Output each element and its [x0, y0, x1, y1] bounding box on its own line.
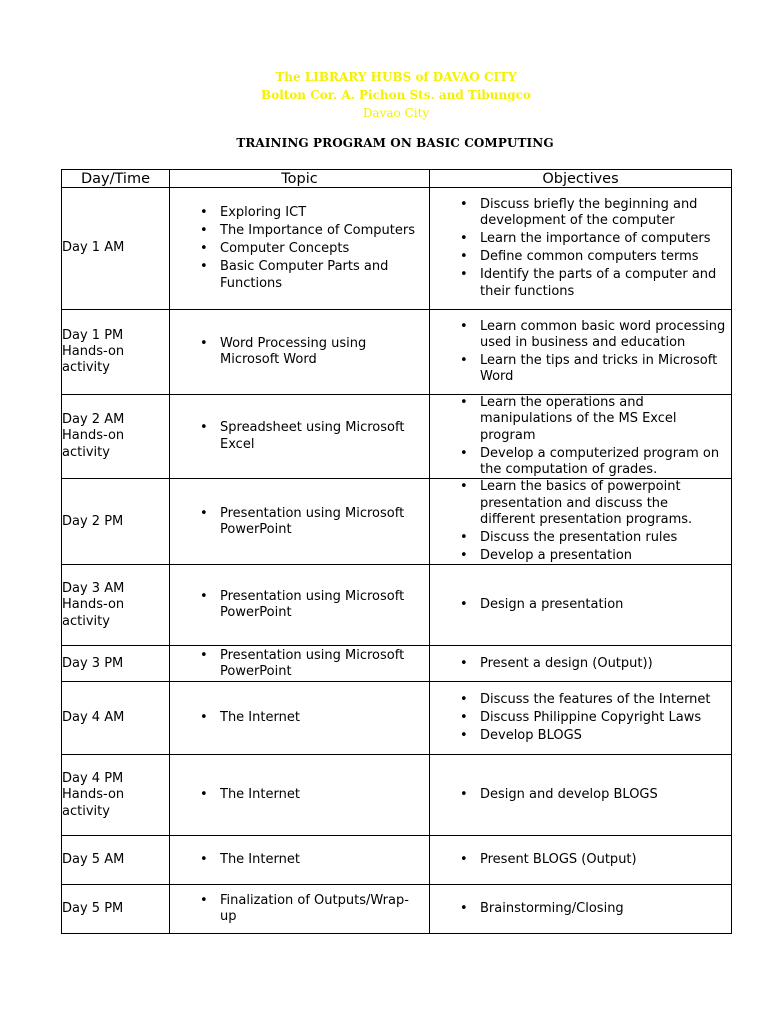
objectives-list — [430, 479, 731, 564]
topic-item: • The Internet — [170, 852, 429, 868]
topic-list — [170, 420, 429, 453]
table-row — [62, 755, 732, 836]
topic-item: • Basic Computer Parts and Functions — [170, 259, 429, 292]
topic-item: • Word Processing using Microsoft Word — [170, 336, 429, 369]
objectives-cell — [430, 565, 732, 646]
day-time-cell — [62, 479, 170, 565]
topic-cell — [170, 755, 430, 836]
schedule-table — [61, 169, 732, 934]
objective-item: • Discuss the features of the Internet — [430, 692, 731, 708]
topic-cell — [170, 310, 430, 395]
day-time-cell — [62, 885, 170, 934]
objectives-cell — [430, 188, 732, 310]
topic-item: • Spreadsheet using Microsoft Excel — [170, 420, 429, 453]
library-title: The LIBRARY HUBS of DAVAO CITY — [275, 70, 517, 84]
table-row — [62, 188, 732, 310]
objectives-list — [430, 197, 731, 300]
topic-list — [170, 852, 429, 868]
topic-list — [170, 648, 429, 681]
objectives-cell — [430, 479, 732, 565]
objective-item: • Design and develop BLOGS — [430, 787, 731, 803]
objectives-list — [430, 319, 731, 386]
document-header — [0, 68, 768, 122]
objectives-list — [430, 692, 731, 744]
library-city: Davao City — [362, 106, 430, 120]
header-objectives: Objectives — [430, 170, 732, 188]
objective-item: • Learn common basic word processing used in business and education — [430, 319, 731, 352]
topic-list — [170, 893, 429, 926]
objective-item: • Develop a computerized program on the computation of grades. — [430, 446, 731, 479]
objective-item: • Discuss briefly the beginning and development of the computer — [430, 197, 731, 230]
topic-list — [170, 787, 429, 803]
topic-cell — [170, 682, 430, 755]
objectives-cell — [430, 836, 732, 885]
topic-list — [170, 710, 429, 726]
objective-item: • Learn the importance of computers — [430, 231, 731, 247]
topic-item: • Presentation using Microsoft PowerPoint — [170, 506, 429, 539]
topic-list — [170, 589, 429, 622]
topic-item: • Presentation using Microsoft PowerPoint — [170, 648, 429, 681]
objective-item: • Present a design (Output)) — [430, 656, 731, 672]
topic-list — [170, 336, 429, 369]
table-row — [62, 885, 732, 934]
day-time-cell — [62, 188, 170, 310]
objective-item: • Learn the basics of powerpoint presentation and discuss the different presentation programs. — [430, 479, 731, 528]
objective-item: • Develop a presentation — [430, 548, 731, 564]
objective-item: • Present BLOGS (Output) — [430, 852, 731, 868]
table-row — [62, 682, 732, 755]
topic-item: • Presentation using Microsoft PowerPoint — [170, 589, 429, 622]
topic-cell — [170, 885, 430, 934]
objectives-cell — [430, 310, 732, 395]
day-time-cell — [62, 755, 170, 836]
objectives-cell — [430, 755, 732, 836]
day-time-label: Day 4 PM Hands-on activity — [62, 770, 125, 819]
objectives-list — [430, 597, 731, 613]
objectives-list — [430, 656, 731, 672]
table-row — [62, 646, 732, 682]
day-time-label: Day 2 PM — [62, 513, 124, 529]
day-time-label: Day 2 AM Hands-on activity — [62, 412, 125, 460]
topic-cell — [170, 565, 430, 646]
topic-cell — [170, 646, 430, 682]
objective-item: • Learn the tips and tricks in Microsoft Word — [430, 353, 731, 386]
topic-item: • The Importance of Computers — [170, 223, 429, 239]
day-time-cell — [62, 565, 170, 646]
topic-item: • Exploring ICT — [170, 205, 429, 221]
day-time-label: Day 3 PM — [62, 655, 124, 671]
day-time-label: Day 1 PM Hands-on activity — [62, 327, 125, 376]
objectives-list — [430, 852, 731, 868]
objective-item: • Learn the operations and manipulations of the MS Excel program — [430, 395, 731, 444]
objectives-cell — [430, 395, 732, 479]
objective-item: • Brainstorming/Closing — [430, 901, 731, 917]
objectives-list — [430, 395, 731, 478]
day-time-cell — [62, 836, 170, 885]
topic-list — [170, 205, 429, 292]
day-time-label: Day 3 AM Hands-on activity — [62, 580, 125, 629]
table-row — [62, 479, 732, 565]
objective-item: • Discuss Philippine Copyright Laws — [430, 710, 731, 726]
objective-item: • Discuss the presentation rules — [430, 530, 731, 546]
objective-item: • Design a presentation — [430, 597, 731, 613]
day-time-cell — [62, 646, 170, 682]
table-row — [62, 565, 732, 646]
topic-list — [170, 506, 429, 539]
objectives-list — [430, 787, 731, 803]
topic-cell — [170, 479, 430, 565]
topic-item: • Computer Concepts — [170, 241, 429, 257]
topic-cell — [170, 836, 430, 885]
day-time-cell — [62, 395, 170, 479]
topic-item: • Finalization of Outputs/Wrap-up — [170, 893, 429, 926]
day-time-label: Day 5 PM — [62, 901, 124, 917]
day-time-cell — [62, 682, 170, 755]
topic-item: • The Internet — [170, 787, 429, 803]
day-time-cell — [62, 310, 170, 395]
objective-item: • Identify the parts of a computer and their functions — [430, 267, 731, 300]
objective-item: • Define common computers terms — [430, 249, 731, 265]
objectives-cell — [430, 682, 732, 755]
library-address: Bolton Cor. A. Pichon Sts. and Tibungco — [261, 88, 531, 102]
day-time-label: Day 5 AM — [62, 852, 125, 868]
day-time-label: Day 4 AM — [62, 710, 125, 726]
table-row — [62, 310, 732, 395]
topic-cell — [170, 188, 430, 310]
objectives-cell — [430, 646, 732, 682]
objective-item: • Develop BLOGS — [430, 728, 731, 744]
header-topic: Topic — [170, 170, 430, 188]
schedule-body — [62, 188, 732, 934]
topic-cell — [170, 395, 430, 479]
table-header-row — [62, 170, 732, 188]
table-row — [62, 395, 732, 479]
header-day-time: Day/Time — [62, 170, 170, 188]
day-time-label: Day 1 AM — [62, 240, 125, 256]
objectives-cell — [430, 885, 732, 934]
objectives-list — [430, 901, 731, 917]
topic-item: • The Internet — [170, 710, 429, 726]
table-row — [62, 836, 732, 885]
program-title: TRAINING PROGRAM ON BASIC COMPUTING — [236, 136, 554, 150]
